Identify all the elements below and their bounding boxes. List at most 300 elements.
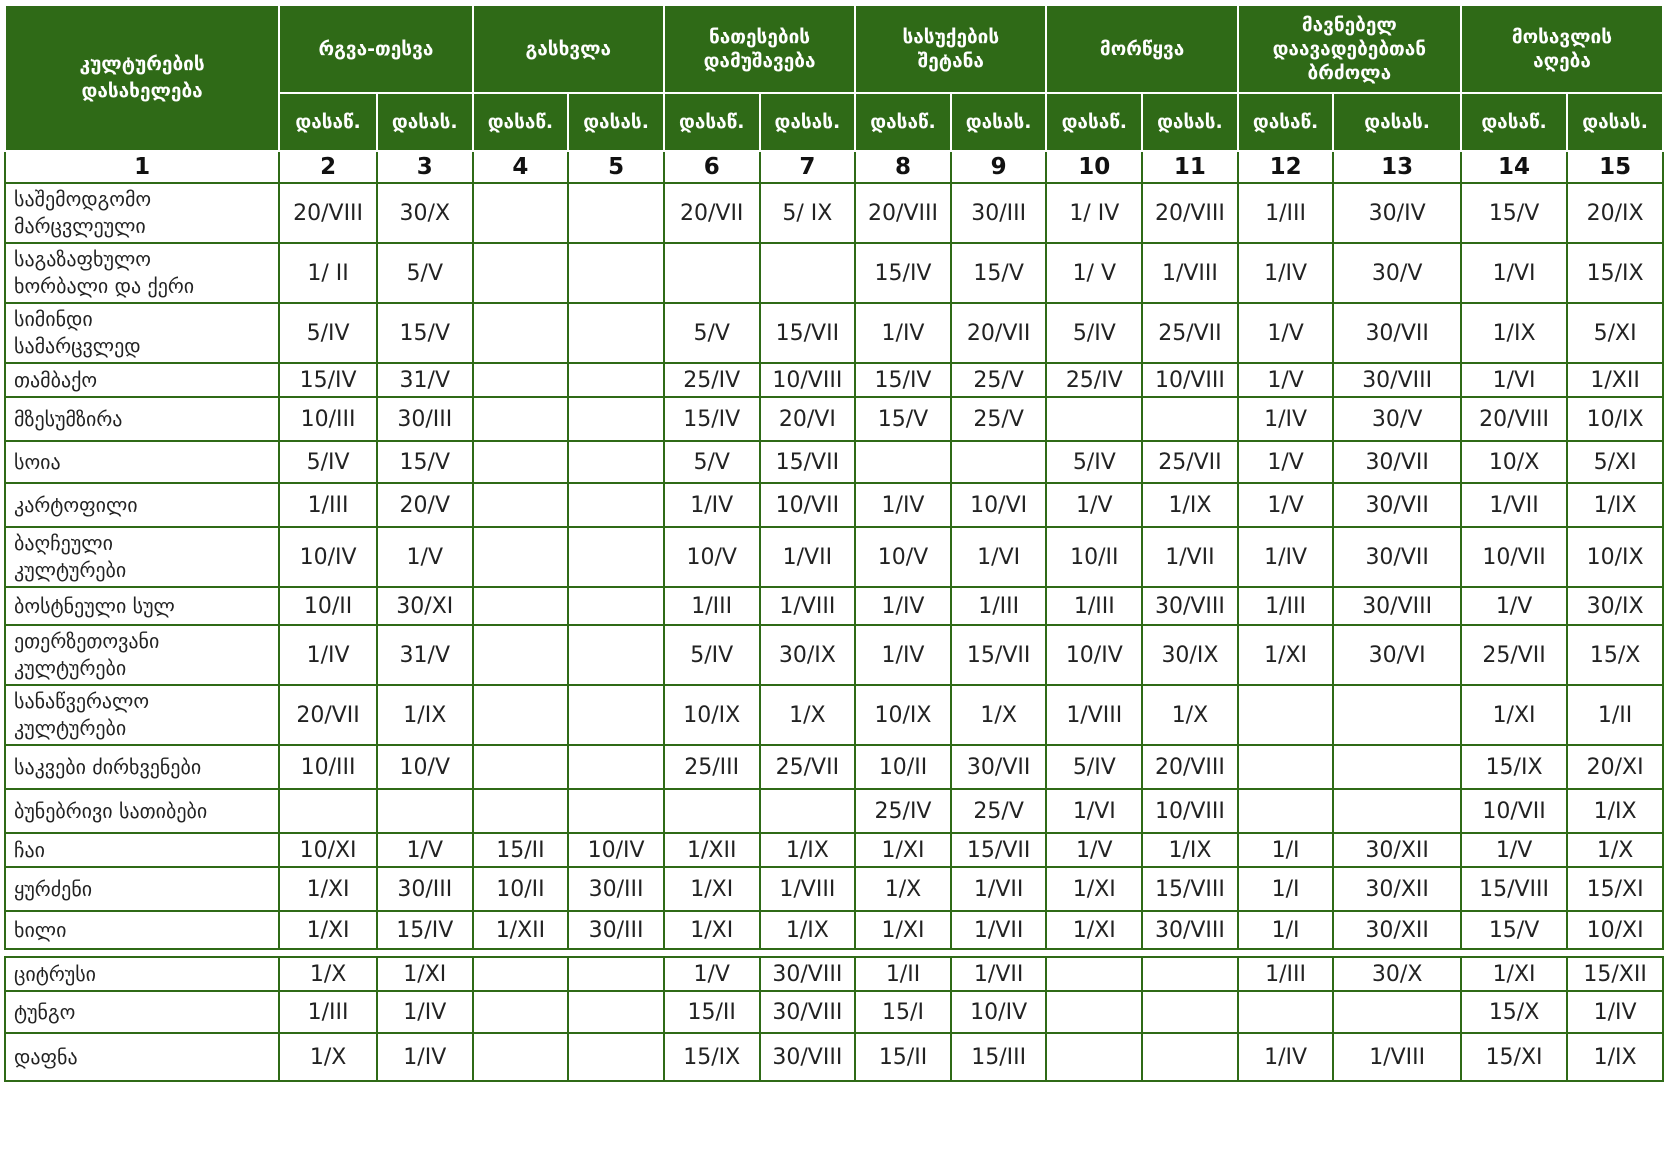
date-cell: [568, 483, 664, 527]
date-cell: 10/II: [1046, 527, 1142, 587]
date-cell: 1/V: [1461, 833, 1567, 867]
date-cell: 5/IV: [1046, 303, 1142, 363]
date-cell: 1/III: [664, 587, 760, 625]
date-cell: 20/VIII: [855, 183, 951, 243]
date-cell: 10/VIII: [760, 363, 856, 397]
date-cell: [1142, 397, 1238, 441]
crop-name-cell: [5, 991, 279, 1033]
date-cell: 1/II: [855, 957, 951, 991]
date-cell: 1/V: [1046, 483, 1142, 527]
date-cell: [760, 243, 856, 303]
date-cell: 1/XI: [1461, 957, 1567, 991]
crop-name: საგაზაფხულო: [14, 247, 151, 271]
crop-name-cell: [5, 789, 279, 833]
date-cell: 15/IX: [1461, 745, 1567, 789]
date-cell: 1/IX: [1142, 483, 1238, 527]
end-date-header: დასას.: [1142, 93, 1238, 151]
column-number: 10: [1046, 151, 1142, 183]
date-cell: [855, 441, 951, 483]
date-cell: [1142, 1033, 1238, 1081]
start-date-header: დასაწ.: [473, 93, 569, 151]
date-cell: 30/III: [951, 183, 1047, 243]
date-cell: 10/VII: [760, 483, 856, 527]
date-cell: [279, 789, 377, 833]
column-number: 3: [377, 151, 473, 183]
date-cell: 15/IX: [1567, 243, 1663, 303]
date-cell: [568, 363, 664, 397]
date-cell: 10/IX: [855, 685, 951, 745]
start-date-header: დასაწ.: [855, 93, 951, 151]
date-cell: 1/IV: [1238, 397, 1334, 441]
date-cell: 15/V: [1461, 183, 1567, 243]
date-cell: 15/II: [473, 833, 569, 867]
crop-name: თამბაქო: [14, 367, 98, 392]
date-cell: [568, 789, 664, 833]
date-cell: 1/IV: [1567, 991, 1663, 1033]
date-cell: [473, 1033, 569, 1081]
crop-name-cell: [5, 441, 279, 483]
crop-name: ეთერზეთოვანი: [14, 629, 160, 653]
date-cell: 1/IV: [1238, 243, 1334, 303]
table-row: [5, 789, 1663, 833]
column-number: 2: [279, 151, 377, 183]
table-row: [5, 1033, 1663, 1081]
date-cell: [664, 243, 760, 303]
group-header-planting: რგვა-თესვა: [279, 5, 472, 93]
date-cell: 10/II: [279, 587, 377, 625]
date-cell: 20/VI: [760, 397, 856, 441]
date-cell: [568, 243, 664, 303]
date-cell: 1/XI: [1046, 867, 1142, 911]
date-cell: 1/IV: [855, 303, 951, 363]
date-cell: [473, 685, 569, 745]
date-cell: 31/V: [377, 363, 473, 397]
date-cell: 1/IV: [377, 1033, 473, 1081]
date-cell: 30/VIII: [1333, 587, 1461, 625]
table-row: [5, 867, 1663, 911]
date-cell: [1238, 991, 1334, 1033]
date-cell: 30/X: [1333, 957, 1461, 991]
date-cell: 30/VII: [1333, 441, 1461, 483]
end-date-header: დასას.: [1333, 93, 1461, 151]
date-cell: [473, 441, 569, 483]
date-cell: 1/IX: [1567, 1033, 1663, 1081]
date-cell: [568, 685, 664, 745]
date-cell: [568, 441, 664, 483]
date-cell: 25/V: [951, 397, 1047, 441]
date-cell: 1/V: [664, 957, 760, 991]
group-header-irrigation: მორწყვა: [1046, 5, 1237, 93]
date-cell: 15/VIII: [1461, 867, 1567, 911]
date-cell: 1/III: [1238, 587, 1334, 625]
date-cell: 10/IV: [951, 991, 1047, 1033]
date-cell: 1/V: [1238, 483, 1334, 527]
date-cell: [1142, 957, 1238, 991]
start-date-header: დასაწ.: [664, 93, 760, 151]
crop-name-cell: [5, 363, 279, 397]
date-cell: 10/VII: [1461, 527, 1567, 587]
date-cell: 20/VIII: [1142, 745, 1238, 789]
date-cell: 10/V: [664, 527, 760, 587]
date-cell: [1333, 685, 1461, 745]
table-row: [5, 957, 1663, 991]
crop-rows: [5, 183, 1663, 1081]
end-date-header: დასას.: [760, 93, 856, 151]
date-cell: 1/X: [855, 867, 951, 911]
crop-name: მარცვლეული: [14, 214, 146, 238]
crop-name-cell: [5, 303, 279, 363]
date-cell: 1/XI: [1238, 625, 1334, 685]
date-cell: 1/I: [1238, 833, 1334, 867]
date-cell: 1/V: [377, 833, 473, 867]
date-cell: 5/XI: [1567, 441, 1663, 483]
table-row: [5, 303, 1663, 363]
date-cell: [1046, 991, 1142, 1033]
date-cell: 30/VIII: [760, 957, 856, 991]
date-cell: 1/III: [1238, 183, 1334, 243]
date-cell: [473, 527, 569, 587]
date-cell: [473, 789, 569, 833]
date-cell: [473, 303, 569, 363]
date-cell: 20/VIII: [1142, 183, 1238, 243]
date-cell: 1/IX: [1461, 303, 1567, 363]
date-cell: 10/V: [377, 745, 473, 789]
date-cell: 30/V: [1333, 397, 1461, 441]
date-cell: 5/V: [664, 303, 760, 363]
date-cell: 1/V: [1238, 441, 1334, 483]
column-number: 6: [664, 151, 760, 183]
column-number: 5: [568, 151, 664, 183]
table-row: [5, 243, 1663, 303]
date-cell: [1046, 957, 1142, 991]
date-cell: 15/V: [377, 303, 473, 363]
date-cell: 15/X: [1567, 625, 1663, 685]
date-cell: [568, 991, 664, 1033]
date-cell: 5/IV: [1046, 745, 1142, 789]
date-cell: 20/IX: [1567, 183, 1663, 243]
crop-name-header: კულტურების დასახელება: [5, 5, 279, 151]
date-cell: [1238, 745, 1334, 789]
crop-name-cell: [5, 911, 279, 949]
date-cell: 30/VI: [1333, 625, 1461, 685]
crop-name: ტუნგო: [14, 999, 76, 1024]
crop-name: ბოსტნეული სულ: [14, 593, 175, 618]
crop-calendar-table: [4, 4, 1664, 1082]
date-cell: 1/I: [1238, 911, 1334, 949]
date-cell: 15/V: [1461, 911, 1567, 949]
date-cell: 1/XI: [664, 867, 760, 911]
crop-name-cell: [5, 867, 279, 911]
crop-name: ყურძენი: [14, 876, 93, 901]
column-number: 8: [855, 151, 951, 183]
date-cell: 10/IX: [1567, 527, 1663, 587]
date-cell: 1/VII: [951, 911, 1047, 949]
date-cell: [568, 397, 664, 441]
date-cell: 10/IX: [664, 685, 760, 745]
date-cell: 20/VII: [951, 303, 1047, 363]
date-cell: [1333, 745, 1461, 789]
date-cell: 1/X: [1142, 685, 1238, 745]
table-row: [5, 397, 1663, 441]
crop-name: კულტურები: [14, 716, 127, 740]
start-date-header: დასაწ.: [279, 93, 377, 151]
date-cell: 1/IV: [855, 483, 951, 527]
date-cell: 1/ II: [279, 243, 377, 303]
end-date-header: დასას.: [1567, 93, 1663, 151]
date-cell: 10/VIII: [1142, 363, 1238, 397]
date-cell: 1/VI: [1046, 789, 1142, 833]
date-cell: 15/IX: [664, 1033, 760, 1081]
date-cell: 1/XI: [1046, 911, 1142, 949]
table-row: [5, 363, 1663, 397]
date-cell: 25/IV: [1046, 363, 1142, 397]
date-cell: 10/IV: [1046, 625, 1142, 685]
date-cell: [664, 789, 760, 833]
date-cell: 15/V: [855, 397, 951, 441]
crop-name: სამარცვლედ: [14, 334, 141, 358]
date-cell: 1/IV: [377, 991, 473, 1033]
date-cell: 1/IV: [855, 587, 951, 625]
date-cell: 1/XI: [279, 911, 377, 949]
crop-name-cell: [5, 685, 279, 745]
crop-name: ბაღჩეული: [14, 531, 113, 555]
date-cell: [1142, 991, 1238, 1033]
column-number: 13: [1333, 151, 1461, 183]
date-cell: [1333, 789, 1461, 833]
date-cell: 30/VII: [1333, 483, 1461, 527]
date-cell: 1/IX: [1567, 483, 1663, 527]
crop-name: კულტურები: [14, 558, 127, 582]
date-cell: [473, 243, 569, 303]
date-cell: 1/VII: [760, 527, 856, 587]
table-row: [5, 527, 1663, 587]
date-cell: [473, 183, 569, 243]
crop-name-cell: [5, 243, 279, 303]
date-cell: 1/XII: [473, 911, 569, 949]
date-cell: 1/X: [760, 685, 856, 745]
date-cell: 1/IX: [760, 833, 856, 867]
crop-name-cell: [5, 1033, 279, 1081]
date-cell: 30/VII: [951, 745, 1047, 789]
date-cell: 20/XI: [1567, 745, 1663, 789]
date-cell: 25/IV: [855, 789, 951, 833]
crop-name: საკვები ძირხვენები: [14, 754, 202, 779]
date-cell: 1/IV: [1238, 527, 1334, 587]
date-cell: 10/X: [1461, 441, 1567, 483]
date-cell: 1/VI: [1461, 243, 1567, 303]
date-cell: 25/VII: [1142, 441, 1238, 483]
date-cell: [473, 957, 569, 991]
date-cell: 1/V: [1046, 833, 1142, 867]
date-cell: 30/V: [1333, 243, 1461, 303]
date-cell: 1/IX: [1567, 789, 1663, 833]
date-cell: [1238, 685, 1334, 745]
date-cell: 15/XI: [1567, 867, 1663, 911]
date-cell: 15/IV: [855, 363, 951, 397]
date-cell: 15/VIII: [1142, 867, 1238, 911]
date-cell: 10/XI: [1567, 911, 1663, 949]
table-row: [5, 911, 1663, 949]
date-cell: 30/III: [377, 867, 473, 911]
date-cell: 20/VII: [279, 685, 377, 745]
date-cell: 30/VII: [1333, 303, 1461, 363]
date-cell: 1/VI: [1461, 363, 1567, 397]
crop-calendar-sheet: [4, 4, 1664, 1082]
column-number: 15: [1567, 151, 1663, 183]
date-cell: 1/V: [1238, 363, 1334, 397]
date-cell: 30/VIII: [760, 1033, 856, 1081]
date-cell: 1/ V: [1046, 243, 1142, 303]
date-cell: [473, 363, 569, 397]
date-cell: [473, 625, 569, 685]
date-cell: 1/XII: [664, 833, 760, 867]
date-cell: 10/III: [279, 745, 377, 789]
column-number: 11: [1142, 151, 1238, 183]
date-cell: 1/X: [279, 957, 377, 991]
date-cell: 1/IV: [855, 625, 951, 685]
date-cell: 15/II: [664, 991, 760, 1033]
column-number: 4: [473, 151, 569, 183]
table-row: [5, 745, 1663, 789]
date-cell: 1/VIII: [760, 587, 856, 625]
date-cell: 30/VII: [1333, 527, 1461, 587]
date-cell: 1/XI: [664, 911, 760, 949]
crop-name: სიმინდი: [14, 307, 93, 331]
date-cell: 10/VII: [1461, 789, 1567, 833]
crop-name: დაფნა: [14, 1044, 78, 1069]
date-cell: 1/ IV: [1046, 183, 1142, 243]
group-header-harvest: მოსავლის აღება: [1461, 5, 1663, 93]
date-cell: 20/VIII: [279, 183, 377, 243]
table-row: [5, 833, 1663, 867]
group-header-cultivation: ნათესების დამუშავება: [664, 5, 855, 93]
date-cell: 30/III: [568, 911, 664, 949]
date-cell: 5/XI: [1567, 303, 1663, 363]
date-cell: [568, 183, 664, 243]
date-cell: [1333, 991, 1461, 1033]
date-cell: [568, 303, 664, 363]
crop-name: ბუნებრივი სათიბები: [14, 798, 208, 823]
date-cell: 15/IV: [855, 243, 951, 303]
date-cell: 1/X: [279, 1033, 377, 1081]
date-cell: 30/III: [377, 397, 473, 441]
group-header-fertilizing: სასუქების შეტანა: [855, 5, 1046, 93]
date-cell: [1046, 397, 1142, 441]
date-cell: 1/VII: [1142, 527, 1238, 587]
table-row: [5, 625, 1663, 685]
date-cell: 10/III: [279, 397, 377, 441]
crop-name: სოია: [14, 449, 61, 474]
crop-name: სანაწვერალო: [14, 689, 150, 713]
date-cell: 5/IV: [279, 441, 377, 483]
date-cell: 30/X: [377, 183, 473, 243]
date-cell: 15/VII: [951, 833, 1047, 867]
date-cell: 30/IX: [1142, 625, 1238, 685]
date-cell: 1/X: [1567, 833, 1663, 867]
date-cell: 10/V: [855, 527, 951, 587]
group-header-pruning: გასხვლა: [473, 5, 664, 93]
start-date-header: დასაწ.: [1461, 93, 1567, 151]
date-cell: 10/VI: [951, 483, 1047, 527]
date-cell: 5/IV: [1046, 441, 1142, 483]
crop-name: ციტრუსი: [14, 961, 97, 986]
date-cell: 30/VIII: [1142, 911, 1238, 949]
date-cell: 1/XI: [377, 957, 473, 991]
date-cell: 1/XI: [855, 833, 951, 867]
table-row: [5, 991, 1663, 1033]
column-number: 1: [5, 151, 279, 183]
date-cell: 1/III: [279, 483, 377, 527]
date-cell: 1/III: [951, 587, 1047, 625]
column-number: 14: [1461, 151, 1567, 183]
date-cell: 1/IV: [664, 483, 760, 527]
date-cell: 1/III: [1046, 587, 1142, 625]
date-cell: 1/VIII: [1046, 685, 1142, 745]
date-cell: 10/VIII: [1142, 789, 1238, 833]
end-date-header: დასას.: [377, 93, 473, 151]
date-cell: 30/IV: [1333, 183, 1461, 243]
column-number: 7: [760, 151, 856, 183]
start-date-header: დასაწ.: [1046, 93, 1142, 151]
date-cell: 1/VI: [951, 527, 1047, 587]
date-cell: [760, 789, 856, 833]
table-gap-cell: [5, 949, 1663, 957]
date-cell: 15/IV: [279, 363, 377, 397]
date-cell: 1/XI: [279, 867, 377, 911]
date-cell: [473, 483, 569, 527]
start-date-header: დასაწ.: [1238, 93, 1334, 151]
date-cell: [568, 587, 664, 625]
date-cell: 1/VIII: [1333, 1033, 1461, 1081]
table-row: [5, 587, 1663, 625]
date-cell: [568, 1033, 664, 1081]
date-cell: 25/V: [951, 789, 1047, 833]
date-cell: [1238, 789, 1334, 833]
date-cell: 10/IX: [1567, 397, 1663, 441]
date-cell: 1/XII: [1567, 363, 1663, 397]
crop-name: საშემოდგომო: [14, 187, 152, 211]
date-cell: 1/XI: [1461, 685, 1567, 745]
crop-name-cell: [5, 397, 279, 441]
date-cell: 1/II: [1567, 685, 1663, 745]
date-cell: 1/VIII: [1142, 243, 1238, 303]
date-cell: 15/III: [951, 1033, 1047, 1081]
crop-name-cell: [5, 745, 279, 789]
date-cell: 25/VII: [1142, 303, 1238, 363]
date-cell: 1/V: [377, 527, 473, 587]
date-cell: 15/V: [951, 243, 1047, 303]
date-cell: 1/V: [1461, 587, 1567, 625]
date-cell: 15/IV: [664, 397, 760, 441]
date-cell: 25/VII: [1461, 625, 1567, 685]
date-cell: 1/XI: [855, 911, 951, 949]
date-cell: 25/III: [664, 745, 760, 789]
date-cell: 1/X: [951, 685, 1047, 745]
date-cell: 1/IX: [377, 685, 473, 745]
date-cell: 5/IV: [279, 303, 377, 363]
date-cell: 30/IX: [1567, 587, 1663, 625]
date-cell: 30/XII: [1333, 867, 1461, 911]
date-cell: 1/VII: [1461, 483, 1567, 527]
date-cell: 30/IX: [760, 625, 856, 685]
table-row: [5, 441, 1663, 483]
column-number: 9: [951, 151, 1047, 183]
date-cell: 30/XII: [1333, 833, 1461, 867]
date-cell: 5/IV: [664, 625, 760, 685]
date-cell: 15/I: [855, 991, 951, 1033]
date-cell: 15/XII: [1567, 957, 1663, 991]
date-cell: 1/VII: [951, 867, 1047, 911]
